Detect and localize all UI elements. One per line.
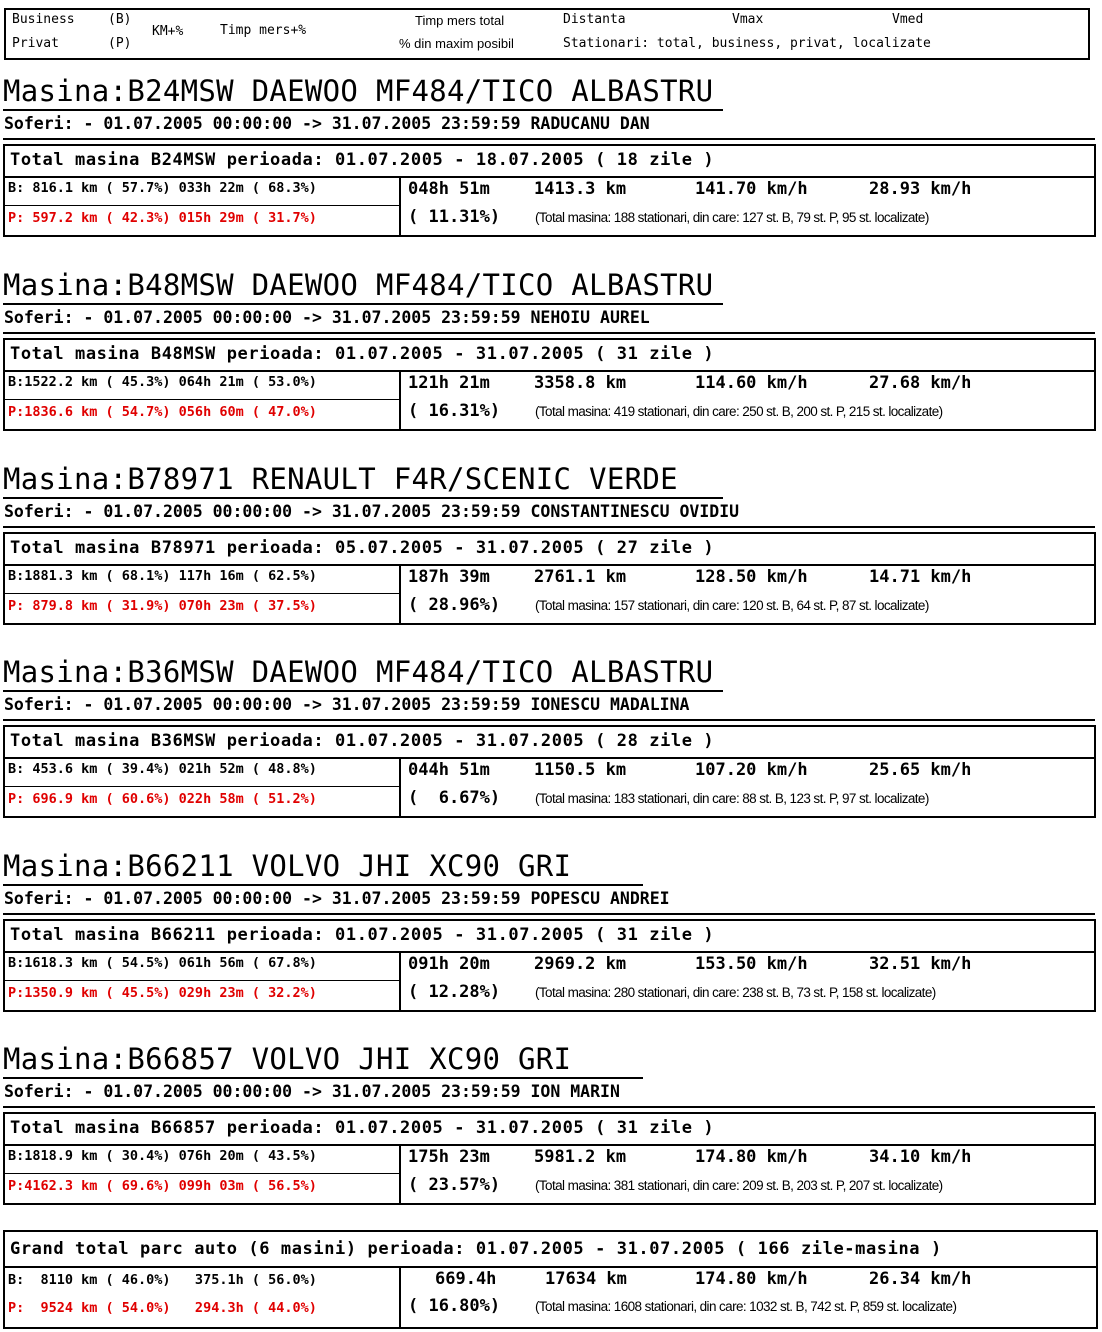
vmed-value: 32.51 km/h [869,954,972,974]
section-divider [3,138,1095,140]
vmax-value: 128.50 km/h [695,567,808,587]
vmed-value: 34.10 km/h [869,1147,972,1167]
time-percent: ( 28.96%) [408,595,501,615]
car-total-header: Total masina B48MSW perioada: 01.07.2005 - 31.07.2005 ( 31 zile ) [5,340,1094,372]
stops-note: (Total masina: 419 stationari, din care: 250 st. B, 200 st. P, 215 st. localizate) [535,404,943,419]
vmax-value: 174.80 km/h [695,1147,808,1167]
split-divider [5,399,399,400]
split-cell [5,1266,401,1327]
legend-distanta: Distanta [563,12,626,27]
legend-timp-pct: % din maxim posibil [399,36,514,51]
car-section [0,268,1102,454]
car-section [0,462,1102,648]
business-stats: B: 816.1 km ( 57.7%) 033h 22m ( 68.3%) [8,180,317,196]
section-divider [3,1106,1095,1108]
stops-note: (Total masina: 280 stationari, din care: 238 st. B, 73 st. P, 158 st. localizate) [535,985,936,1000]
car-summary-box [3,338,1096,431]
title-underline [3,884,643,886]
legend-km: KM+% [152,24,184,39]
split-cell [5,370,401,429]
legend-stationari: Stationari: total, business, privat, localizate [563,36,931,51]
vmed-value: 27.68 km/h [869,373,972,393]
privat-stats: P:1350.9 km ( 45.5%) 029h 23m ( 32.2%) [8,985,317,1001]
split-cell [5,176,401,235]
legend-vmed: Vmed [892,12,924,27]
stops-note: (Total masina: 157 stationari, din care: 120 st. B, 64 st. P, 87 st. localizate) [535,598,929,613]
car-total-header: Total masina B24MSW perioada: 01.07.2005 - 18.07.2005 ( 18 zile ) [5,146,1094,178]
distance-total: 1413.3 km [534,179,627,199]
section-divider [3,332,1095,334]
business-stats: B:1522.2 km ( 45.3%) 064h 21m ( 53.0%) [8,374,317,390]
split-divider [5,980,399,981]
car-title: Masina:B78971 RENAULT F4R/SCENIC VERDE [3,462,678,496]
privat-stats: P: 879.8 km ( 31.9%) 070h 23m ( 37.5%) [8,598,317,614]
privat-stats: P: 597.2 km ( 42.3%) 015h 29m ( 31.7%) [8,210,317,226]
title-underline [3,109,723,111]
distance-total: 2761.1 km [534,567,627,587]
title-underline [3,1077,643,1079]
car-section [0,849,1102,1035]
vmax-value: 153.50 km/h [695,954,808,974]
time-percent: ( 16.80%) [408,1296,501,1316]
split-cell [5,1144,401,1203]
section-divider [3,526,1095,528]
car-summary-box [3,532,1096,625]
car-driver: Soferi: - 01.07.2005 00:00:00 -> 31.07.2005 23:59:59 CONSTANTINESCU OVIDIU [4,502,740,521]
legend-timp: Timp mers+% [220,23,307,38]
car-driver: Soferi: - 01.07.2005 00:00:00 -> 31.07.2005 23:59:59 POPESCU ANDREI [4,889,670,908]
split-divider [5,786,399,787]
car-driver: Soferi: - 01.07.2005 00:00:00 -> 31.07.2005 23:59:59 NEHOIU AUREL [4,308,650,327]
legend-vmax: Vmax [732,12,764,27]
distance-total: 2969.2 km [534,954,627,974]
privat-stats: P: 9524 km ( 54.0%) 294.3h ( 44.0%) [8,1300,317,1316]
car-summary-box [3,144,1096,237]
grand-total-box [3,1230,1098,1329]
split-cell [5,951,401,1010]
car-title: Masina:B36MSW DAEWOO MF484/TICO ALBASTRU [3,655,714,689]
distance-total: 5981.2 km [534,1147,627,1167]
car-summary-box [3,725,1096,818]
legend-privat: Privat [12,36,59,51]
business-stats: B:1618.3 km ( 54.5%) 061h 56m ( 67.8%) [8,955,317,971]
split-cell [5,757,401,816]
time-total: 091h 20m [408,954,490,974]
legend-business-code: (B) [108,12,132,27]
privat-stats: P:1836.6 km ( 54.7%) 056h 60m ( 47.0%) [8,404,317,420]
legend-business: Business [12,12,75,27]
section-divider [3,913,1095,915]
car-summary-box [3,919,1096,1012]
distance-total: 17634 km [545,1269,627,1289]
business-stats: B: 453.6 km ( 39.4%) 021h 52m ( 48.8%) [8,761,317,777]
car-driver: Soferi: - 01.07.2005 00:00:00 -> 31.07.2005 23:59:59 RADUCANU DAN [4,114,650,133]
car-section [0,655,1102,841]
section-divider [3,719,1095,721]
vmax-value: 107.20 km/h [695,760,808,780]
time-total: 048h 51m [408,179,490,199]
stops-note: (Total masina: 188 stationari, din care: 127 st. B, 79 st. P, 95 st. localizate) [535,210,929,225]
title-underline [3,497,723,499]
split-divider [5,593,399,594]
stops-note: (Total masina: 381 stationari, din care: 209 st. B, 203 st. P, 207 st. localizate) [535,1178,943,1193]
car-total-header: Total masina B66857 perioada: 01.07.2005 - 31.07.2005 ( 31 zile ) [5,1114,1094,1146]
car-title: Masina:B24MSW DAEWOO MF484/TICO ALBASTRU [3,74,714,108]
time-total: 044h 51m [408,760,490,780]
car-total-header: Total masina B66211 perioada: 01.07.2005 - 31.07.2005 ( 31 zile ) [5,921,1094,953]
business-stats: B:1818.9 km ( 30.4%) 076h 20m ( 43.5%) [8,1148,317,1164]
time-total: 669.4h [435,1269,497,1289]
time-total: 187h 39m [408,567,490,587]
time-total: 121h 21m [408,373,490,393]
privat-stats: P:4162.3 km ( 69.6%) 099h 03m ( 56.5%) [8,1178,317,1194]
legend-timp-total: Timp mers total [415,13,505,28]
vmax-value: 114.60 km/h [695,373,808,393]
vmed-value: 28.93 km/h [869,179,972,199]
car-title: Masina:B66857 VOLVO JHI XC90 GRI [3,1042,572,1076]
car-section [0,74,1102,260]
split-divider [5,1173,399,1174]
grand-total-header: Grand total parc auto (6 masini) perioada: 01.07.2005 - 31.07.2005 ( 166 zile-masina ) [5,1232,1096,1268]
title-underline [3,690,723,692]
car-section [0,1042,1102,1228]
distance-total: 3358.8 km [534,373,627,393]
title-underline [3,303,723,305]
split-divider [5,205,399,206]
time-percent: ( 16.31%) [408,401,501,421]
time-percent: ( 11.31%) [408,207,501,227]
car-summary-box [3,1112,1096,1205]
time-percent: ( 23.57%) [408,1175,501,1195]
vmed-value: 25.65 km/h [869,760,972,780]
business-stats: B: 8110 km ( 46.0%) 375.1h ( 56.0%) [8,1272,317,1288]
car-driver: Soferi: - 01.07.2005 00:00:00 -> 31.07.2005 23:59:59 ION MARIN [4,1082,620,1101]
stops-note: (Total masina: 1608 stationari, din care: 1032 st. B, 742 st. P, 859 st. localizate) [535,1299,957,1314]
business-stats: B:1881.3 km ( 68.1%) 117h 16m ( 62.5%) [8,568,317,584]
privat-stats: P: 696.9 km ( 60.6%) 022h 58m ( 51.2%) [8,791,317,807]
car-driver: Soferi: - 01.07.2005 00:00:00 -> 31.07.2005 23:59:59 IONESCU MADALINA [4,695,690,714]
car-total-header: Total masina B36MSW perioada: 01.07.2005 - 31.07.2005 ( 28 zile ) [5,727,1094,759]
car-title: Masina:B48MSW DAEWOO MF484/TICO ALBASTRU [3,268,714,302]
distance-total: 1150.5 km [534,760,627,780]
vmed-value: 26.34 km/h [869,1269,972,1289]
vmed-value: 14.71 km/h [869,567,972,587]
legend-box [4,8,1090,60]
car-total-header: Total masina B78971 perioada: 05.07.2005 - 31.07.2005 ( 27 zile ) [5,534,1094,566]
vmax-value: 141.70 km/h [695,179,808,199]
time-percent: ( 6.67%) [408,788,501,808]
time-percent: ( 12.28%) [408,982,501,1002]
vmax-value: 174.80 km/h [695,1269,808,1289]
legend-privat-code: (P) [108,36,132,51]
stops-note: (Total masina: 183 stationari, din care: 88 st. B, 123 st. P, 97 st. localizate) [535,791,929,806]
split-cell [5,564,401,623]
time-total: 175h 23m [408,1147,490,1167]
car-title: Masina:B66211 VOLVO JHI XC90 GRI [3,849,572,883]
